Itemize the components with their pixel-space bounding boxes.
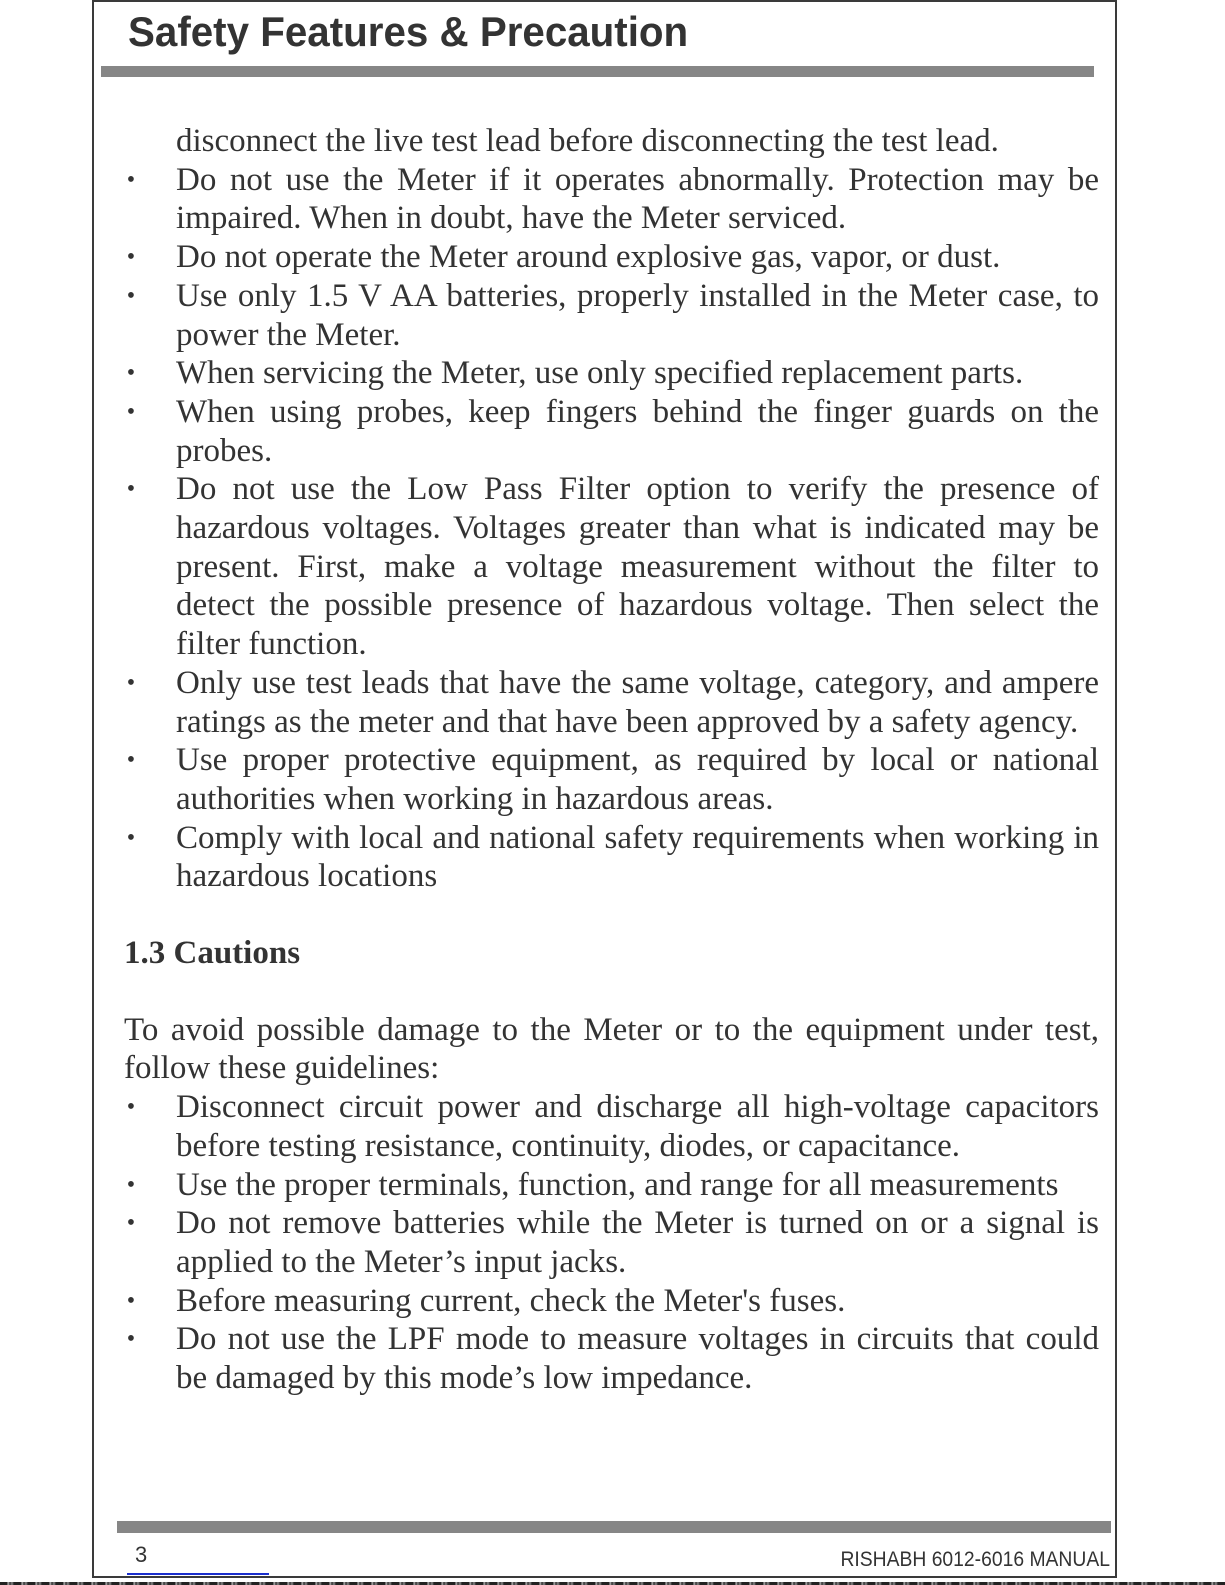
safety-list [124,161,1099,896]
list-item-text: Use proper protective equipment, as required by local or national authorities when working in hazardous areas. [176,742,1099,817]
list-item [124,354,1099,393]
bullet-icon: • [126,282,136,309]
bullet-icon: • [126,1210,136,1237]
list-item-text: Comply with local and national safety requirements when working in hazardous locations [176,819,1099,895]
list-item [124,741,1099,818]
list-item [124,664,1099,741]
header-divider [101,66,1094,77]
bullet-icon: • [126,669,136,696]
bullet-icon: • [126,360,136,387]
list-item [124,1282,1099,1321]
bullet-icon: • [126,824,136,851]
list-item [124,161,1099,238]
list-item-text: Use only 1.5 V AA batteries, properly installed in the Meter case, to power the Meter. [176,277,1099,353]
list-item-text: Do not use the Low Pass Filter option to verify the presence of hazardous voltages. Voltages greater than what is indicated may be present. First, make a voltage measurement without the filter to detect the possible presence of hazardous voltage. Then select the filter function. [176,471,1099,663]
bullet-icon: • [126,1287,136,1314]
cautions-intro: To avoid possible damage to the Meter or to the equipment under test, follow these guidelines: [124,1011,1099,1087]
bullet-icon: • [126,1326,136,1353]
bullet-icon: • [126,1094,136,1121]
bullet-icon: • [126,398,136,425]
list-item-text: Disconnect circuit power and discharge all high-voltage capacitors before testing resistance, continuity, diodes, or capacitance. [176,1089,1099,1164]
bullet-icon: • [126,476,136,503]
list-item [124,470,1099,664]
page-number: 3 [135,1542,148,1567]
intro-continuation: disconnect the live test lead before disconnecting the test lead. [176,123,999,159]
page-content [124,122,1099,1398]
list-item-text: Do not operate the Meter around explosive gas, vapor, or dust. [176,239,1001,276]
list-item-text: Use the proper terminals, function, and range for all measurements [176,1166,1059,1203]
bullet-icon: • [126,1171,136,1198]
list-item-text: Do not use the LPF mode to measure voltages in circuits that could be damaged by this mode’s low impedance. [176,1321,1099,1397]
list-item [124,238,1099,277]
list-item-text: Do not remove batteries while the Meter is turned on or a signal is applied to the Meter’s input jacks. [176,1205,1099,1280]
list-item [124,393,1099,470]
bullet-icon: • [126,244,136,271]
list-item [124,1320,1099,1397]
list-item [124,1088,1099,1165]
section-heading-cautions: 1.3 Cautions [124,935,301,972]
list-item [124,1166,1099,1205]
list-item [124,1204,1099,1281]
list-item-text: Only use test leads that have the same voltage, category, and ampere ratings as the meter and that have been approved by a safety agency. [176,664,1099,740]
list-item-text: Do not use the Meter if it operates abnormally. Protection may be impaired. When in doubt, have the Meter serviced. [176,161,1099,237]
list-item-text: Before measuring current, check the Meter's fuses. [176,1282,846,1319]
bullet-icon: • [126,166,136,193]
footer-divider [117,1521,1111,1533]
bullet-icon: • [126,747,136,774]
page-title: Safety Features & Precaution [128,8,689,55]
list-item-text: When servicing the Meter, use only specified replacement parts. [176,355,1024,392]
list-item [124,819,1099,896]
page-link-underline[interactable] [127,1573,269,1575]
footer-manual-name: RISHABH 6012-6016 MANUAL [840,1548,1110,1571]
cautions-list [124,1088,1099,1398]
list-item-text: When using probes, keep fingers behind the finger guards on the probes. [176,393,1099,469]
list-item [124,277,1099,354]
